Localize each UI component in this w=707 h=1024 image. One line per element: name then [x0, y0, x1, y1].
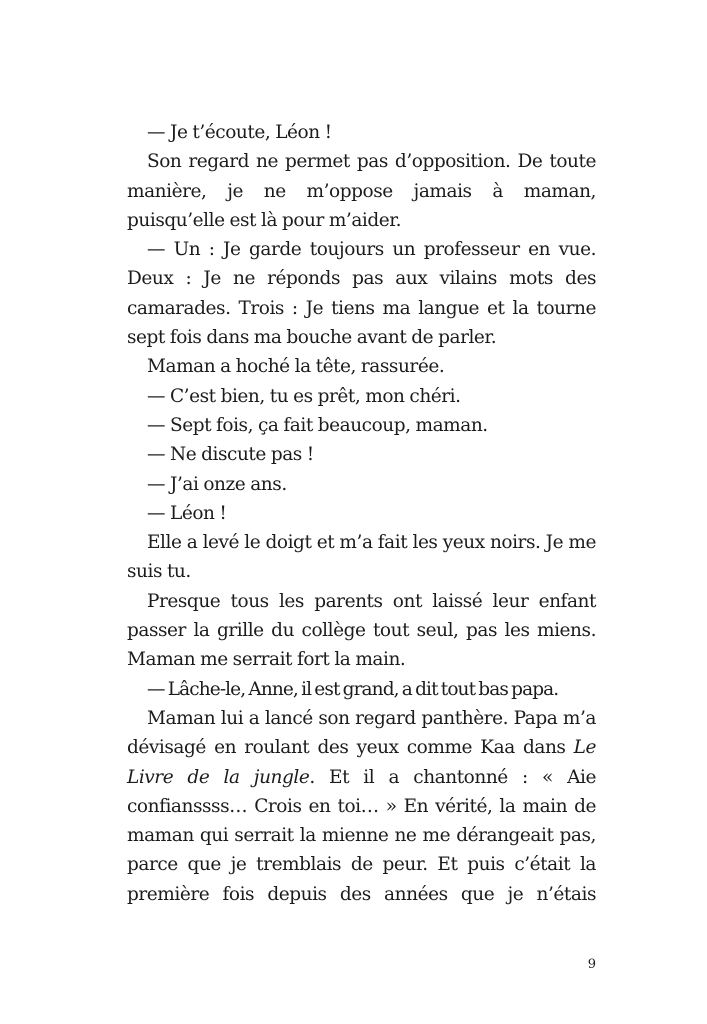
paragraph: Maman a hoché la tête, rassurée.: [147, 356, 445, 378]
body-text: [127, 118, 596, 909]
page-number: 9: [587, 957, 596, 972]
paragraph-text-start: Maman lui a lancé son regard panthère. Papa m’a dévisagé en roulant des yeux comme Kaa dans: [127, 707, 596, 759]
paragraph: — Lâche-le, Anne, il est grand, a dit tout bas papa.: [147, 678, 559, 700]
paragraph-with-book-title: [127, 704, 596, 909]
paragraph: Presque tous les parents ont laissé leur enfant passer la grille du collège tout seul, pas les miens. Maman me serrait fort la main.: [127, 590, 596, 671]
book-title: Le Livre de la jungle: [127, 737, 596, 788]
paragraph: Son regard ne permet pas d’opposition. De toute manière, je ne m’oppose jamais à maman, puisqu’elle est là pour m’aider.: [127, 151, 596, 231]
paragraph: — J’ai onze ans.: [147, 473, 287, 495]
paragraph: — Un : Je garde toujours un professeur en vue. Deux : Je ne réponds pas aux vilains mots des camarades. Trois : Je tiens ma langue et la tourne sept fois dans ma bouche avant de parler.: [127, 239, 596, 349]
paragraph: Elle a levé le doigt et m’a fait les yeux noirs. Je me suis tu.: [127, 532, 596, 583]
paragraph: — C’est bien, tu es prêt, mon chéri.: [147, 385, 461, 407]
paragraph-text-end: . Et il a chantonné : « Aie confianssss… Crois en toi… » En vérité, la main de maman qui serrait la mienne ne me dérangeait pas, parce que je tremblais de peur. Et puis c’était la première fois depuis des années que je n’étais: [127, 766, 597, 905]
paragraph: — Ne discute pas !: [147, 444, 314, 466]
paragraph: — Sept fois, ça fait beaucoup, maman.: [147, 414, 488, 436]
paragraph: — Je t’écoute, Léon !: [147, 122, 332, 143]
paragraph: — Léon !: [147, 502, 227, 524]
